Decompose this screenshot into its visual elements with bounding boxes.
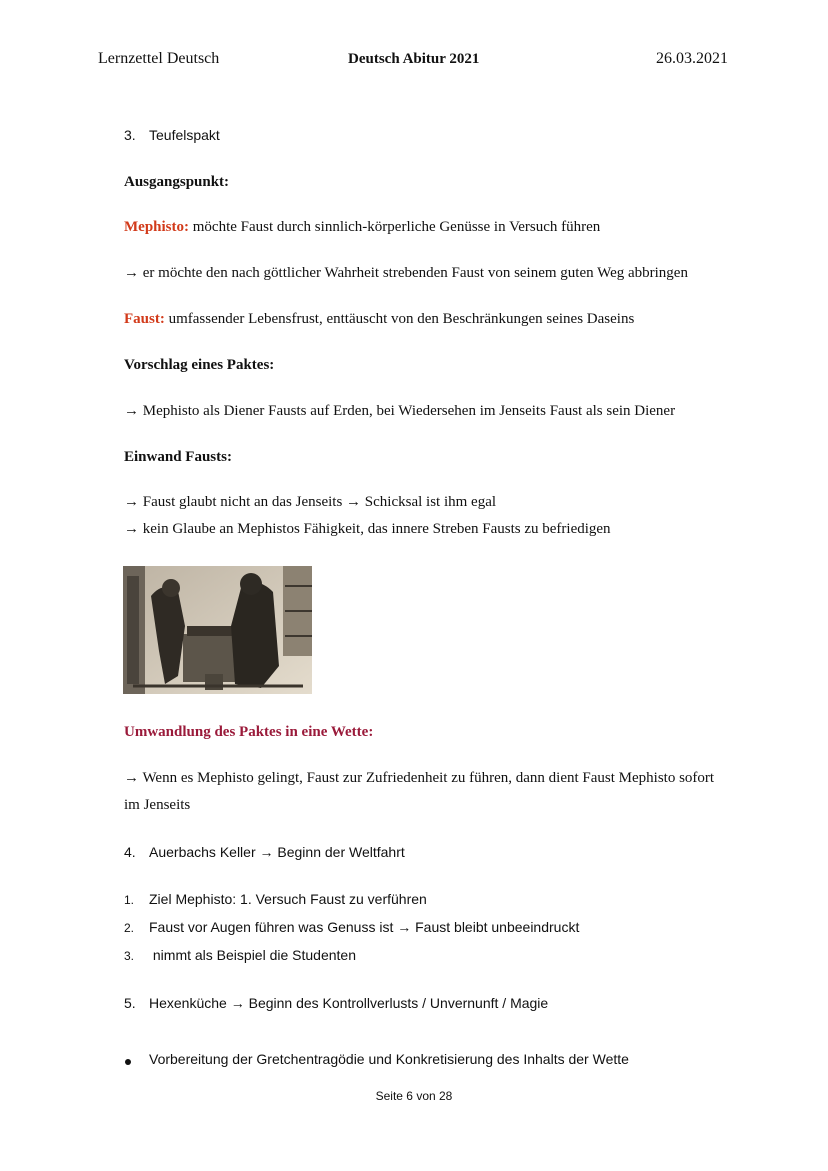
list-item-number: 3. bbox=[124, 949, 135, 963]
list-item-text: nimmt als Beispiel die Studenten bbox=[149, 947, 356, 963]
list-item bbox=[124, 947, 356, 963]
section-5-heading bbox=[124, 995, 548, 1011]
list-item-text: Faust vor Augen führen was Genuss ist → Faust bleibt unbeeindruckt bbox=[149, 919, 580, 935]
section-4-heading bbox=[124, 844, 405, 860]
mephisto-text: möchte Faust durch sinnlich-körperliche Genüsse in Versuch führen bbox=[189, 219, 601, 235]
list-item-number: 2. bbox=[124, 921, 135, 935]
section-3-number: 3. bbox=[124, 127, 136, 143]
section-4-title: Auerbachs Keller → Beginn der Weltfahrt bbox=[149, 844, 405, 860]
arrow-line-3: → Faust glaubt nicht an das Jenseits → Schicksal ist ihm egal bbox=[124, 494, 497, 510]
list-item bbox=[124, 919, 579, 935]
faust-label: Faust: bbox=[124, 311, 165, 327]
einwand-heading: Einwand Fausts: bbox=[124, 449, 232, 465]
mephisto-line bbox=[124, 219, 600, 236]
arrow-line-4: → kein Glaube an Mephistos Fähigkeit, das innere Streben Fausts zu befriedigen bbox=[124, 521, 611, 537]
mephisto-label: Mephisto: bbox=[124, 219, 189, 235]
umwandlung-heading: Umwandlung des Paktes in eine Wette: bbox=[124, 724, 374, 740]
page-header bbox=[98, 50, 728, 72]
list-item bbox=[124, 891, 427, 907]
ausgangspunkt-heading: Ausgangspunkt: bbox=[124, 174, 230, 190]
faust-line bbox=[124, 311, 634, 328]
arrow-line-5a: → Wenn es Mephisto gelingt, Faust zur Zufriedenheit zu führen, dann dient Faust Mephisto sofort bbox=[124, 770, 715, 786]
section-4-number: 4. bbox=[124, 844, 136, 860]
section-5-number: 5. bbox=[124, 995, 136, 1011]
faust-text: umfassender Lebensfrust, enttäuscht von den Beschränkungen seines Daseins bbox=[164, 311, 635, 327]
vorschlag-heading: Vorschlag eines Paktes: bbox=[124, 357, 275, 373]
bullet-text: Vorbereitung der Gretchentragödie und Konkretisierung des Inhalts der Wette bbox=[149, 1051, 629, 1067]
header-date: 26.03.2021 bbox=[656, 50, 728, 67]
section-5-title: Hexenküche → Beginn des Kontrollverlusts / Unvernunft / Magie bbox=[149, 995, 549, 1011]
list-item-text: Ziel Mephisto: 1. Versuch Faust zu verführen bbox=[149, 891, 427, 907]
arrow-line-2: → Mephisto als Diener Fausts auf Erden, bei Wiedersehen im Jenseits Faust als sein Diener bbox=[124, 403, 676, 419]
arrow-line-1: → er möchte den nach göttlicher Wahrheit strebenden Faust von seinem guten Weg abbringen bbox=[124, 265, 688, 281]
header-title: Deutsch Abitur 2021 bbox=[348, 51, 480, 67]
bullet-icon bbox=[125, 1059, 131, 1065]
header-left: Lernzettel Deutsch bbox=[98, 50, 220, 67]
section-3-heading bbox=[124, 127, 220, 143]
arrow-line-5b: im Jenseits bbox=[124, 797, 191, 813]
faust-mephisto-illustration bbox=[123, 566, 312, 694]
page-footer: Seite 6 von 28 bbox=[375, 1089, 453, 1103]
section-3-title: Teufelspakt bbox=[149, 127, 220, 143]
list-item-number: 1. bbox=[124, 893, 135, 907]
